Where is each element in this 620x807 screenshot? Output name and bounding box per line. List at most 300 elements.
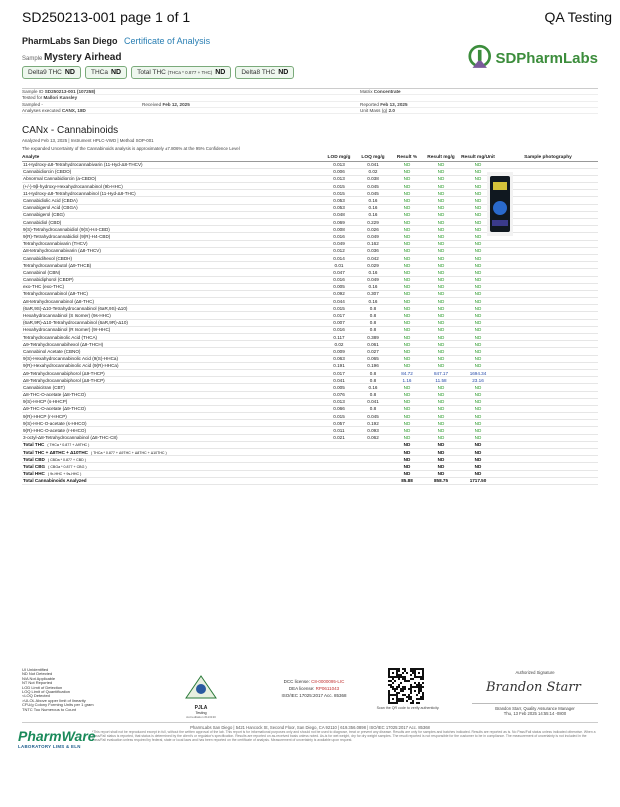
- lod-value: 0.015: [322, 413, 356, 420]
- result-pct: ND: [390, 348, 424, 355]
- total-row: [22, 449, 598, 456]
- result-unit: ND: [458, 204, 498, 211]
- lod-value: 0.069: [322, 219, 356, 226]
- loq-value: 0.065: [356, 355, 390, 362]
- analyte-name: Cannabicitran (CBT): [22, 384, 322, 391]
- result-mgg: ND: [424, 391, 458, 398]
- analyte-name: Cannabinol (CBN): [22, 269, 322, 276]
- total-row: [22, 463, 598, 470]
- result-unit: ND: [458, 175, 498, 182]
- result-pct: ND: [390, 427, 424, 434]
- table-row: [22, 276, 598, 283]
- lod-value: 0.013: [322, 398, 356, 405]
- table-row: [22, 161, 598, 168]
- result-mgg: ND: [424, 247, 458, 254]
- result-mgg: ND: [424, 233, 458, 240]
- total-pct: ND: [390, 463, 424, 470]
- total-label: Total HHC: [23, 471, 45, 477]
- table-row: [22, 398, 598, 405]
- result-unit: ND: [458, 341, 498, 348]
- pharmware-logo: PharmWare LABORATORY LIMS & ELN: [18, 728, 96, 749]
- analyte-name: (6aR,9R)-Δ10-Tetrahydrocannabinol (6aR,9R)-Δ10): [22, 319, 322, 326]
- lod-value: 0.017: [322, 369, 356, 376]
- analyte-name: Cannabinol Acetate (CBNO): [22, 348, 322, 355]
- table-row: [22, 413, 598, 420]
- loq-value: 0.029: [356, 262, 390, 269]
- table-row: [22, 384, 598, 391]
- loq-value: 0.8: [356, 369, 390, 376]
- result-pct: ND: [390, 161, 424, 168]
- result-pct: ND: [390, 312, 424, 319]
- table-row: [22, 405, 598, 412]
- analyte-name: 9(R)-HHC-O-acetate (r-HHCO): [22, 427, 322, 434]
- lod-value: 0.044: [322, 298, 356, 305]
- lod-value: 0.053: [322, 197, 356, 204]
- signature-block: Authorized Signature Brandon Starr Brandon Starr, Quality Assurance Manager Thu, 13 Feb 2025 14:55:14 -0800: [472, 670, 598, 716]
- result-unit: ND: [458, 290, 498, 297]
- result-unit: ND: [458, 413, 498, 420]
- total-unit: ND: [458, 456, 498, 463]
- result-mgg: ND: [424, 276, 458, 283]
- result-unit: ND: [458, 312, 498, 319]
- lod-value: 0.009: [322, 348, 356, 355]
- total-pct: ND: [390, 449, 424, 456]
- loq-value: 0.042: [356, 254, 390, 261]
- total-mgg: 858.75: [424, 477, 458, 484]
- table-row: [22, 362, 598, 369]
- qa-label: QA Testing: [544, 9, 612, 25]
- analyte-name: exo-THC (exo-THC): [22, 283, 322, 290]
- result-mgg: ND: [424, 434, 458, 441]
- sample-photo: [487, 172, 513, 236]
- total-formula: ( CBDa * 0.877 + CBD ): [47, 457, 86, 462]
- total-row: [22, 441, 598, 448]
- result-unit: ND: [458, 391, 498, 398]
- result-mgg: ND: [424, 355, 458, 362]
- result-pct: ND: [390, 420, 424, 427]
- result-unit: ND: [458, 384, 498, 391]
- table-row: [22, 427, 598, 434]
- result-unit: ND: [458, 434, 498, 441]
- result-unit: ND: [458, 405, 498, 412]
- loq-value: 0.8: [356, 319, 390, 326]
- result-mgg: ND: [424, 362, 458, 369]
- lod-value: 0.013: [322, 175, 356, 182]
- analyte-name: Cannabigerol Acid (CBGA): [22, 204, 322, 211]
- analyte-name: Δ8-Tetrahydrocannabiphorol (Δ8-THCP): [22, 377, 322, 384]
- lod-value: 0.016: [322, 326, 356, 333]
- result-mgg: ND: [424, 226, 458, 233]
- result-mgg: 847.17: [424, 369, 458, 376]
- lod-value: 0.016: [322, 276, 356, 283]
- loq-value: 0.041: [356, 398, 390, 405]
- result-pct: ND: [390, 298, 424, 305]
- result-unit: ND: [458, 276, 498, 283]
- pjla-icon: [184, 674, 218, 700]
- lod-value: 0.057: [322, 420, 356, 427]
- result-mgg: ND: [424, 161, 458, 168]
- result-unit: ND: [458, 254, 498, 261]
- lod-value: 0.016: [322, 233, 356, 240]
- result-mgg: ND: [424, 413, 458, 420]
- result-pct: ND: [390, 341, 424, 348]
- loq-value: 0.062: [356, 434, 390, 441]
- signer-name: Brandon Starr, Quality Assurance Manager: [472, 703, 598, 711]
- result-unit: ND: [458, 219, 498, 226]
- loq-value: 0.16: [356, 384, 390, 391]
- result-pct: ND: [390, 211, 424, 218]
- result-unit: ND: [458, 334, 498, 341]
- chip-delta8: Delta8 THC ND: [235, 66, 294, 79]
- total-pct: 85.88: [390, 477, 424, 484]
- lod-value: 0.066: [322, 405, 356, 412]
- analyte-name: Tetrahydrocannabinolic Acid (THCA): [22, 334, 322, 341]
- result-unit: ND: [458, 233, 498, 240]
- loq-value: 0.192: [356, 420, 390, 427]
- analyte-name: Tetrahydrocannabutol (Δ9-THCB): [22, 262, 322, 269]
- loq-value: 0.16: [356, 283, 390, 290]
- analyte-name: 9(R)-Hexahydrocannabinolic Acid (9(R)-HHCa): [22, 362, 322, 369]
- lod-value: 0.008: [322, 226, 356, 233]
- table-row: [22, 312, 598, 319]
- result-mgg: ND: [424, 427, 458, 434]
- lod-value: 0.007: [322, 319, 356, 326]
- result-pct: ND: [390, 355, 424, 362]
- lod-value: 0.015: [322, 190, 356, 197]
- signed-at: Thu, 13 Feb 2025 14:55:14 -0800: [503, 711, 567, 716]
- analyte-name: Hexahydrocannabinol (S Isomer) (9s-HHC): [22, 312, 322, 319]
- total-unit: ND: [458, 463, 498, 470]
- lod-value: 0.012: [322, 247, 356, 254]
- total-pct: ND: [390, 441, 424, 448]
- result-unit: 1694.34: [458, 369, 498, 376]
- result-unit: ND: [458, 305, 498, 312]
- table-row: [22, 326, 598, 333]
- logo-icon: [468, 41, 491, 75]
- result-pct: ND: [390, 326, 424, 333]
- result-unit: ND: [458, 348, 498, 355]
- lod-value: 0.047: [322, 269, 356, 276]
- lod-value: 0.076: [322, 391, 356, 398]
- loq-value: 0.16: [356, 211, 390, 218]
- table-row: [22, 369, 598, 376]
- analyte-name: Δ8-tetrahydrocannabinol (Δ8-THC): [22, 298, 322, 305]
- loq-value: 0.8: [356, 391, 390, 398]
- analyzed-line: Analyzed Feb 13, 2025 | Instrument HPLC-VWD | Method SOP-001: [22, 138, 154, 143]
- loq-value: 0.8: [356, 305, 390, 312]
- result-mgg: ND: [424, 269, 458, 276]
- qr-code[interactable]: [388, 668, 424, 704]
- result-pct: ND: [390, 219, 424, 226]
- page-title: SD250213-001 page 1 of 1: [22, 9, 191, 25]
- result-pct: ND: [390, 319, 424, 326]
- total-label: Total THC: [23, 442, 45, 448]
- col-loq: LOQ mg/g: [356, 149, 390, 161]
- result-unit: ND: [458, 240, 498, 247]
- total-row: [22, 477, 598, 484]
- loq-value: 0.093: [356, 427, 390, 434]
- analyte-name: (+/-)-9β-hydroxy-Hexahydrocannabinol (9b-HHC): [22, 183, 322, 190]
- sample-label: Sample: [22, 56, 43, 62]
- result-pct: ND: [390, 413, 424, 420]
- loq-value: 0.389: [356, 334, 390, 341]
- total-row: [22, 456, 598, 463]
- col-photo: Sample photography: [498, 149, 598, 161]
- analyte-name: Hexahydrocannabinol (R Isomer) (9r-HHC): [22, 326, 322, 333]
- result-mgg: ND: [424, 348, 458, 355]
- total-mgg: ND: [424, 470, 458, 477]
- analyte-name: Δ9-Tetrahydrocannabihexol (Δ9-THCH): [22, 341, 322, 348]
- result-mgg: ND: [424, 283, 458, 290]
- lod-value: 0.191: [322, 362, 356, 369]
- result-pct: ND: [390, 197, 424, 204]
- result-mgg: ND: [424, 312, 458, 319]
- loq-value: 0.8: [356, 405, 390, 412]
- loq-value: 0.061: [356, 341, 390, 348]
- loq-value: 0.8: [356, 326, 390, 333]
- result-mgg: ND: [424, 240, 458, 247]
- result-mgg: ND: [424, 334, 458, 341]
- loq-value: 0.307: [356, 290, 390, 297]
- loq-value: 0.036: [356, 247, 390, 254]
- lod-value: 0.049: [322, 240, 356, 247]
- chip-total-thc: Total THC (THCa * 0.877 + THC) ND: [131, 66, 231, 79]
- lod-value: 0.041: [322, 377, 356, 384]
- table-row: [22, 377, 598, 384]
- result-mgg: ND: [424, 190, 458, 197]
- loq-value: 0.045: [356, 183, 390, 190]
- result-mgg: ND: [424, 384, 458, 391]
- loq-value: 0.196: [356, 362, 390, 369]
- table-row: [22, 240, 598, 247]
- section-title: CANx - Cannabinoids: [22, 125, 119, 136]
- page-header: [0, 0, 620, 34]
- chip-thca: THCa ND: [85, 66, 127, 79]
- loq-value: 0.049: [356, 276, 390, 283]
- logo-text: SDPharmLabs: [495, 49, 598, 67]
- lab-logo: [468, 38, 598, 78]
- analyte-name: 9(S)-HHCP (s-HHCP): [22, 398, 322, 405]
- table-row: [22, 434, 598, 441]
- table-row: [22, 355, 598, 362]
- lod-value: 0.021: [322, 434, 356, 441]
- result-pct: ND: [390, 175, 424, 182]
- analyte-name: 9(S)-Tetrahydrocannabidiol (9(S)-H4-CBD): [22, 226, 322, 233]
- col-result-unit: Result mg/Unit: [458, 149, 498, 161]
- loq-value: 0.026: [356, 226, 390, 233]
- loq-value: 0.02: [356, 168, 390, 175]
- table-row: [22, 420, 598, 427]
- loq-value: 0.16: [356, 298, 390, 305]
- loq-value: 0.162: [356, 240, 390, 247]
- signature: Brandon Starr: [486, 680, 581, 695]
- total-formula: ( 9r-HHC + 9s-HHC ): [47, 472, 82, 477]
- doc-type: Certificate of Analysis: [124, 36, 211, 46]
- result-pct: ND: [390, 240, 424, 247]
- analyte-name: Δ8-tetrahydrocannabivarin (Δ8-THCV): [22, 247, 322, 254]
- result-unit: ND: [458, 190, 498, 197]
- total-formula: ( THCa * 0.877 + Δ9THC ): [47, 443, 90, 448]
- total-pct: ND: [390, 456, 424, 463]
- result-pct: ND: [390, 434, 424, 441]
- lod-value: 0.014: [322, 254, 356, 261]
- lod-value: 0.063: [322, 355, 356, 362]
- result-pct: ND: [390, 233, 424, 240]
- result-unit: ND: [458, 427, 498, 434]
- result-unit: ND: [458, 168, 498, 175]
- lod-value: 0.013: [322, 161, 356, 168]
- lod-value: 0.006: [322, 168, 356, 175]
- result-unit: ND: [458, 355, 498, 362]
- result-mgg: ND: [424, 319, 458, 326]
- disclaimer: *This report shall not be reproduced except in full, without the written approval of the lab. This report is for informational purposes only and should not be used to diagnose, treat or prevent any disease. Results are only for samples and batches indicated. Results are reported as is. No Pass/Fail status unless indicated otherwise. When a Pass/Fail status is reported, that status is determined by the client's or regulator's specification. Results are reported on as-received basis unless noted. As-is for wet weight, dry for dry weight samples. The result reported is not responsible for the customer to be in compliance. The measurement of uncertainty is not included in the Pass/Fail evaluation unless required by federal, state or local laws and has been reported on the certificate of analysis. Measurement of uncertainty is available upon request.: [92, 730, 596, 742]
- result-pct: ND: [390, 405, 424, 412]
- result-unit: ND: [458, 262, 498, 269]
- result-mgg: ND: [424, 305, 458, 312]
- loq-value: 0.038: [356, 175, 390, 182]
- table-row: [22, 348, 598, 355]
- result-unit: ND: [458, 319, 498, 326]
- col-result-pct: Result %: [390, 149, 424, 161]
- result-mgg: ND: [424, 262, 458, 269]
- result-unit: ND: [458, 183, 498, 190]
- loq-value: 0.045: [356, 190, 390, 197]
- table-row: [22, 298, 598, 305]
- result-pct: 84.72: [390, 369, 424, 376]
- total-unit: 1717.50: [458, 477, 498, 484]
- result-mgg: ND: [424, 290, 458, 297]
- loq-value: 0.049: [356, 233, 390, 240]
- table-row: [22, 290, 598, 297]
- result-unit: ND: [458, 161, 498, 168]
- total-row: [22, 470, 598, 477]
- result-mgg: ND: [424, 398, 458, 405]
- total-label: Total THC + Δ8THC + Δ10THC: [23, 449, 88, 455]
- result-unit: ND: [458, 269, 498, 276]
- analyte-name: (6aR,9S)-Δ10-Tetrahydrocannabinol (6aR,9S)-Δ10): [22, 305, 322, 312]
- result-mgg: ND: [424, 326, 458, 333]
- total-formula: ( CBGa * 0.877 + CBG ): [48, 464, 87, 469]
- lod-value: 0.015: [322, 305, 356, 312]
- lod-value: 0.005: [322, 283, 356, 290]
- sample-name: Mystery Airhead: [44, 52, 122, 63]
- lod-value: 0.01: [322, 262, 356, 269]
- analyte-name: Cannabidiolic Acid (CBDA): [22, 197, 322, 204]
- result-mgg: 11.58: [424, 377, 458, 384]
- analyte-name: Tetrahydrocannabinol (Δ9-THC): [22, 290, 322, 297]
- lod-value: 0.015: [322, 183, 356, 190]
- table-row: [22, 319, 598, 326]
- analyte-name: 9(S)-HHC-O-acetate (s-HHCO): [22, 420, 322, 427]
- result-pct: ND: [390, 226, 424, 233]
- total-label: Total Cannabinoids Analyzed: [23, 478, 87, 484]
- uncertainty-line: The expanded Uncertainty of the Cannabinoids analysis is approximately ±7.806% at the 95% Confidence Level: [22, 146, 240, 151]
- col-result-mgg: Result mg/g: [424, 149, 458, 161]
- total-label: Total CBD: [23, 456, 45, 462]
- result-pct: ND: [390, 204, 424, 211]
- result-mgg: ND: [424, 204, 458, 211]
- lod-value: 0.053: [322, 204, 356, 211]
- result-mgg: ND: [424, 341, 458, 348]
- license-info: DCC license: C8-0000095-LIC DEA license: RP0611043 ISO/IEC 17025:2017 Acc. 85368: [281, 679, 347, 698]
- lod-value: 0.011: [322, 427, 356, 434]
- result-pct: ND: [390, 190, 424, 197]
- analyte-name: Cannabigerol (CBG): [22, 211, 322, 218]
- loq-value: 0.16: [356, 269, 390, 276]
- lod-value: 0.048: [322, 211, 356, 218]
- table-row: [22, 254, 598, 261]
- result-unit: ND: [458, 247, 498, 254]
- result-pct: ND: [390, 391, 424, 398]
- total-mgg: ND: [424, 441, 458, 448]
- lod-value: 0.092: [322, 290, 356, 297]
- result-unit: ND: [458, 298, 498, 305]
- loq-value: 0.16: [356, 197, 390, 204]
- result-mgg: ND: [424, 298, 458, 305]
- total-label: Total CBG: [23, 463, 46, 469]
- table-row: [22, 283, 598, 290]
- abbreviation-legend: UI Unidentified ND Not Detected N/A Not Applicable NT Not Reported LOD Limit of Detection LOQ Limit of Quantification <LOQ Detected >ULOL Above upper limit of linearity CFU/g Colony Forming Units per 1 gram TNTC Too Numerous to Count: [22, 667, 94, 712]
- table-header-row: [22, 149, 598, 161]
- result-unit: ND: [458, 326, 498, 333]
- analyte-name: Tetrahydrocannabivarin (THCV): [22, 240, 322, 247]
- result-pct: ND: [390, 168, 424, 175]
- result-pct: ND: [390, 283, 424, 290]
- result-pct: ND: [390, 269, 424, 276]
- result-mgg: ND: [424, 175, 458, 182]
- total-unit: ND: [458, 470, 498, 477]
- analyte-name: Δ8-THC-O-acetate (Δ8-THCO): [22, 391, 322, 398]
- result-pct: ND: [390, 290, 424, 297]
- table-row: [22, 247, 598, 254]
- analyte-name: 9(R)-Tetrahydrocannabidiol (9(R)-H4-CBD): [22, 233, 322, 240]
- pjla-badge: PJLA Testing Accreditation #113130: [184, 674, 218, 714]
- chip-delta9: Delta9 THC ND: [22, 66, 81, 79]
- result-unit: ND: [458, 211, 498, 218]
- total-formula: ( THCa * 0.877 + Δ9THC + Δ8THC + Δ10THC ): [90, 450, 167, 455]
- result-pct: ND: [390, 384, 424, 391]
- result-pct: ND: [390, 183, 424, 190]
- result-unit: ND: [458, 362, 498, 369]
- analyte-name: Abnormal Cannabidiorcin (a-CBDO): [22, 175, 322, 182]
- lod-value: 0.005: [322, 384, 356, 391]
- analyte-name: 9(R)-HHCP (r-HHCP): [22, 413, 322, 420]
- result-unit: ND: [458, 197, 498, 204]
- result-pct: ND: [390, 254, 424, 261]
- result-mgg: ND: [424, 405, 458, 412]
- loq-value: 0.229: [356, 219, 390, 226]
- table-row: [22, 269, 598, 276]
- loq-value: 0.027: [356, 348, 390, 355]
- result-pct: ND: [390, 247, 424, 254]
- lod-value: 0.117: [322, 334, 356, 341]
- total-mgg: ND: [424, 463, 458, 470]
- sample-meta: Sample ID SD250213-001 (107258) Matrix Concentrate Tested for Mallori Kansley Sampled - Received Feb 12, 2025 Reported Feb 13, 2025 Analyses executed CANX, 18D Unit Mass (g) 2.0: [22, 88, 598, 114]
- result-unit: ND: [458, 283, 498, 290]
- lab-address: PharmLabs San Diego | 5421 Hancock St, Second Floor, San Diego, CA 92110 | 619.356.0898 | ISO/IEC 17025:2017 Acc. 85368: [22, 722, 598, 730]
- result-pct: ND: [390, 305, 424, 312]
- table-row: [22, 334, 598, 341]
- result-unit: ND: [458, 420, 498, 427]
- result-mgg: ND: [424, 219, 458, 226]
- loq-value: 0.045: [356, 413, 390, 420]
- analyte-name: Δ9-THC-O-acetate (Δ9-THCO): [22, 405, 322, 412]
- result-mgg: ND: [424, 420, 458, 427]
- total-unit: ND: [458, 441, 498, 448]
- result-mgg: ND: [424, 183, 458, 190]
- result-pct: 1.16: [390, 377, 424, 384]
- col-lod: LOD mg/g: [322, 149, 356, 161]
